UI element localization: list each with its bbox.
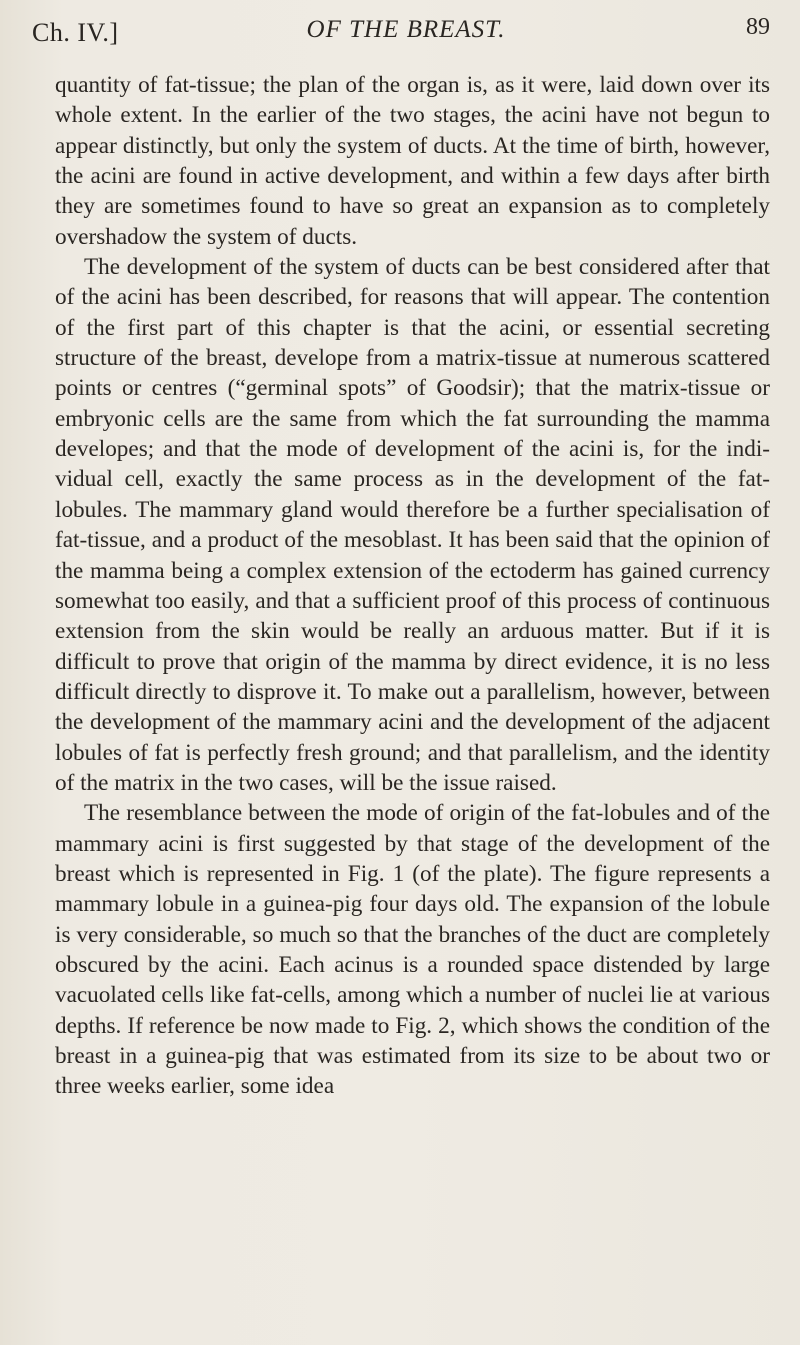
paragraph-2: The development of the system of ducts can be best considered after that of the acini has been described, for reasons that will appear. The contention of the first part of this chapter is that the acini, or essential secreting structure of the breast, develope from a matrix-tissue at numerous scattered points or centres (“germinal spots” of Goodsir); that the matrix-tissue or embryonic cells are the same from which the fat surrounding the mamma developes; and that the mode of development of the acini is, for the individual cell, exactly the same process as in the development of the fat-lobules. The mammary gland would therefore be a further specialisation of fat-tissue, and a product of the mesoblast. It has been said that the opinion of the mamma being a complex extension of the ectoderm has gained currency somewhat too easily, and that a sufficient proof of this process of continuous extension from the skin would be really an arduous matter. But if it is difficult to prove that origin of the mamma by direct evidence, it is no less difficult directly to disprove it. To make out a parallelism, however, between the development of the mammary acini and the development of the adjacent lobules of fat is perfectly fresh ground; and that parallelism, and the identity of the matrix in the two cases, will be the issue raised. (55, 254, 770, 796)
running-head (32, 14, 770, 58)
page-number: 89 (746, 14, 770, 40)
paragraph-3: The resemblance between the mode of origin of the fat-lobules and of the mammary acini is first suggested by that stage of the development of the breast which is represented in Fig. 1 (of the plate). The figure represents a mammary lobule in a guinea-pig four days old. The expansion of the lobule is very considerable, so much so that the branches of the duct are completely obscured by the acini. Each acinus is a rounded space distended by large vacuolated cells like fat-cells, among which a number of nuclei lie at various depths. If reference be now made to Fig. 2, which shows the condition of the breast in a guinea-pig that was estimated from its size to be about two or three weeks earlier, some idea (55, 800, 770, 1100)
chapter-label: Ch. IV.] (32, 18, 119, 47)
running-title: OF THE BREAST. (306, 16, 506, 43)
body-text (55, 70, 770, 1102)
paragraph-1: quantity of fat-tissue; the plan of the organ is, as it were, laid down over its whole extent. In the earlier of the two stages, the acini have not begun to appear distinctly, but only the system of ducts. At the time of birth, however, the acini are found in active development, and within a few days after birth they are sometimes found to have so great an expansion as to completely overshadow the system of ducts. (55, 72, 770, 250)
